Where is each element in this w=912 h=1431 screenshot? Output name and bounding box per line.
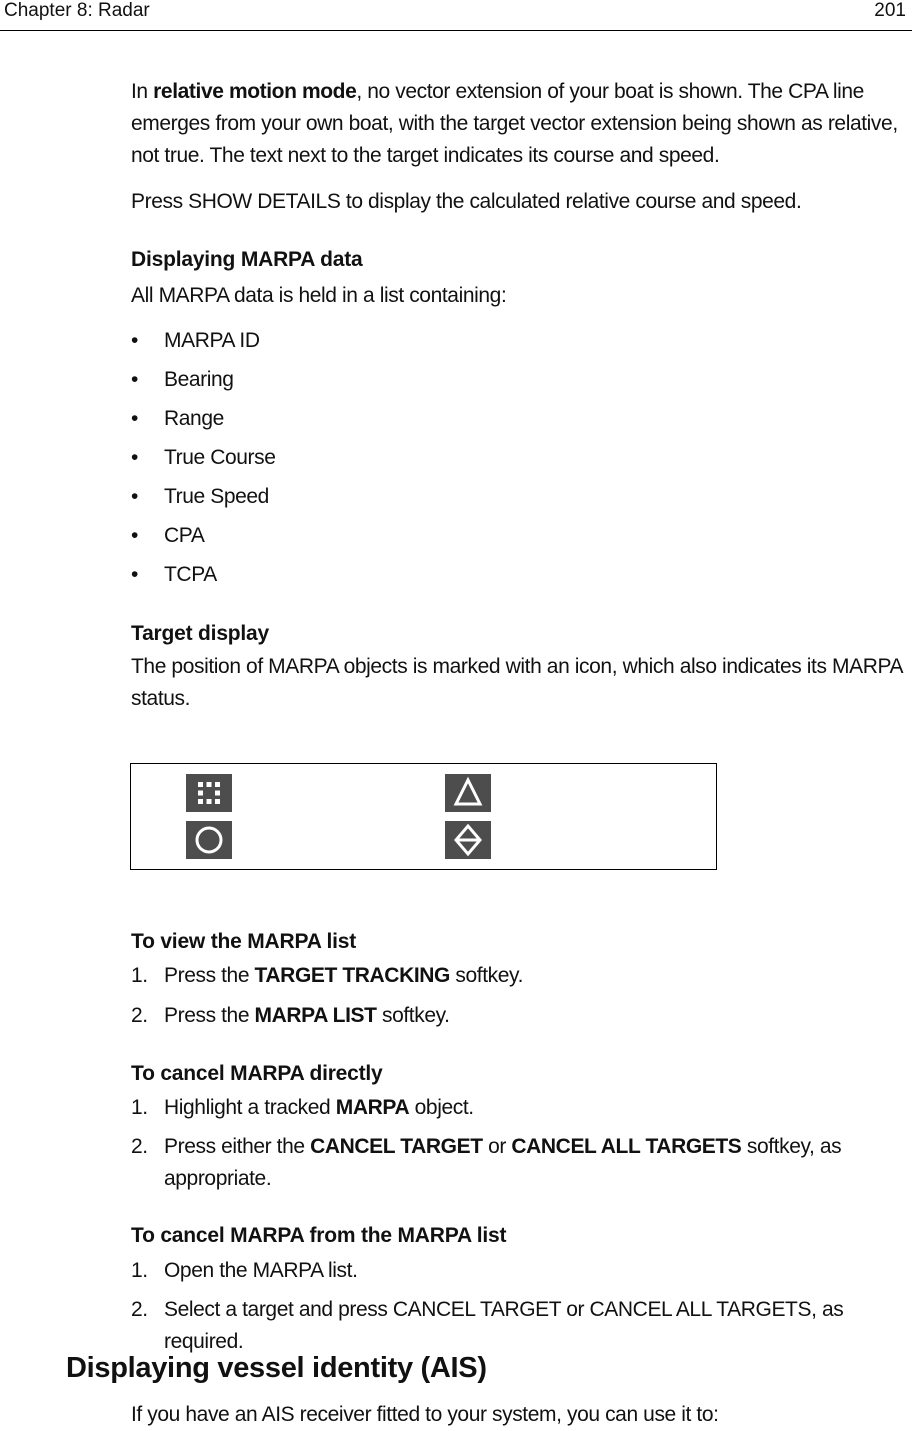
- list-item: • MARPA ID: [131, 329, 260, 352]
- ais-intro: If you have an AIS receiver fitted to your system, you can use it to:: [131, 1403, 719, 1426]
- list-item: 2. Press either the CANCEL TARGET or CANCEL ALL TARGETS softkey, as appropriate.: [131, 1135, 842, 1190]
- list-item: 1. Highlight a tracked MARPA object.: [131, 1096, 474, 1119]
- target-icons-figure: [130, 763, 717, 870]
- marpa-data-heading: Displaying MARPA data: [131, 248, 363, 271]
- view-list-steps: [131, 960, 523, 1040]
- list-item: 2. Press the MARPA LIST softkey.: [131, 1004, 450, 1027]
- show-details-paragraph: Press SHOW DETAILS to display the calculated relative course and speed.: [131, 190, 802, 213]
- cancel-list-steps: [131, 1255, 912, 1353]
- safe-target-icon: [186, 821, 232, 859]
- list-item: • True Course: [131, 446, 276, 469]
- chapter-title: Chapter 8: Radar: [4, 0, 150, 21]
- page-header: [0, 0, 912, 31]
- list-item: • Bearing: [131, 368, 234, 391]
- cancel-direct-steps: [131, 1092, 912, 1195]
- list-item: • TCPA: [131, 563, 217, 586]
- list-item: • True Speed: [131, 485, 269, 508]
- relative-motion-paragraph: In relative motion mode, no vector extension of your boat is shown. The CPA line emerges from your own boat, with the target vector extension being shown as relative, not true. The text next to the target indicates its course and speed.: [131, 80, 898, 167]
- page-number: 201: [874, 0, 906, 21]
- ais-heading: Displaying vessel identity (AIS): [66, 1352, 487, 1384]
- dangerous-target-icon: [445, 821, 491, 859]
- list-item: • CPA: [131, 524, 205, 547]
- target-display-paragraph: The position of MARPA objects is marked with an icon, which also indicates its MARPA status.: [131, 655, 902, 710]
- target-display-heading: Target display: [131, 622, 270, 645]
- acquiring-target-icon: [186, 774, 232, 812]
- list-item: • Range: [131, 407, 224, 430]
- cancel-direct-heading: To cancel MARPA directly: [131, 1062, 383, 1085]
- lost-target-icon: [445, 774, 491, 812]
- view-list-heading: To view the MARPA list: [131, 930, 357, 953]
- marpa-data-list: [131, 323, 276, 596]
- marpa-data-intro: All MARPA data is held in a list containing:: [131, 284, 507, 307]
- list-item: 2. Select a target and press CANCEL TARGET or CANCEL ALL TARGETS, as required.: [131, 1298, 844, 1353]
- list-item: 1. Open the MARPA list.: [131, 1259, 358, 1282]
- relative-motion-term: relative motion mode: [153, 80, 357, 103]
- cancel-list-heading: To cancel MARPA from the MARPA list: [131, 1224, 507, 1247]
- list-item: 1. Press the TARGET TRACKING softkey.: [131, 964, 524, 987]
